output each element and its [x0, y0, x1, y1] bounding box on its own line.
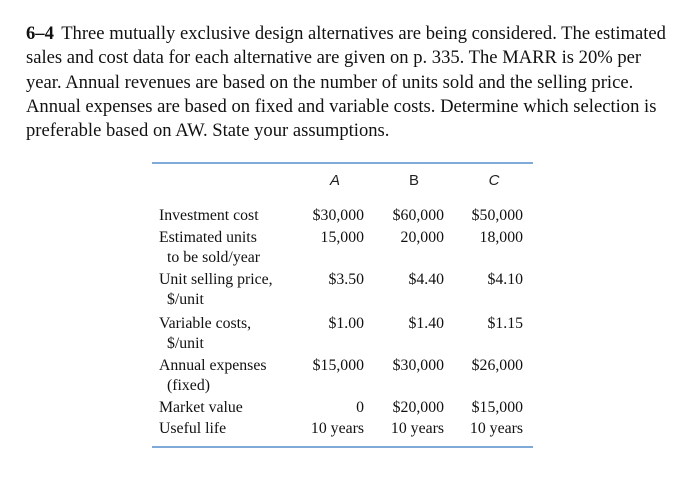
value-b: $20,000 [392, 399, 444, 416]
row-sublabel: $/unit [167, 335, 204, 352]
row-label: Market value [159, 399, 243, 416]
value-b: 10 years [390, 420, 444, 437]
value-a: 15,000 [320, 229, 364, 246]
value-b: $4.40 [408, 271, 444, 288]
column-header-a: A [329, 172, 340, 189]
column-header-b: B [408, 172, 419, 189]
row-label: Investment cost [159, 207, 259, 224]
value-a: $1.00 [328, 315, 364, 332]
value-b: $60,000 [392, 207, 444, 224]
value-c: $26,000 [471, 357, 523, 374]
value-c: $50,000 [471, 207, 523, 224]
row-label: Estimated units [159, 229, 257, 246]
value-a: $3.50 [328, 271, 364, 288]
table-top-rule [152, 162, 533, 164]
value-a: 10 years [310, 420, 364, 437]
row-sublabel: (fixed) [167, 377, 210, 394]
value-c: 10 years [469, 420, 523, 437]
value-b: $1.40 [408, 315, 444, 332]
row-sublabel: to be sold/year [167, 249, 260, 266]
column-header-c: C [488, 172, 500, 189]
row-label: Annual expenses [159, 357, 267, 374]
row-label: Variable costs, [159, 315, 252, 332]
value-a: 0 [356, 399, 364, 416]
value-c: 18,000 [479, 229, 523, 246]
value-b: $30,000 [392, 357, 444, 374]
value-a: $30,000 [312, 207, 364, 224]
value-b: 20,000 [400, 229, 444, 246]
problem-statement [26, 22, 676, 143]
value-c: $4.10 [487, 271, 523, 288]
row-sublabel: $/unit [167, 291, 204, 308]
value-c: $15,000 [471, 399, 523, 416]
problem-number: 6–4 [26, 23, 54, 44]
problem-text: Three mutually exclusive design alternatives are being considered. The estimated sales and cost data for each alternative are given on p. 335. The MARR is 20% per year. Annual revenues are based on the number of units sold and the selling price. Annual expenses are based on fixed and variable costs. Determine which selection is preferable based on AW. State your assumptions. [26, 23, 666, 142]
value-a: $15,000 [312, 357, 364, 374]
value-c: $1.15 [487, 315, 523, 332]
row-label: Unit selling price, [159, 271, 273, 288]
table-bottom-rule [152, 446, 533, 448]
row-label: Useful life [159, 420, 227, 437]
